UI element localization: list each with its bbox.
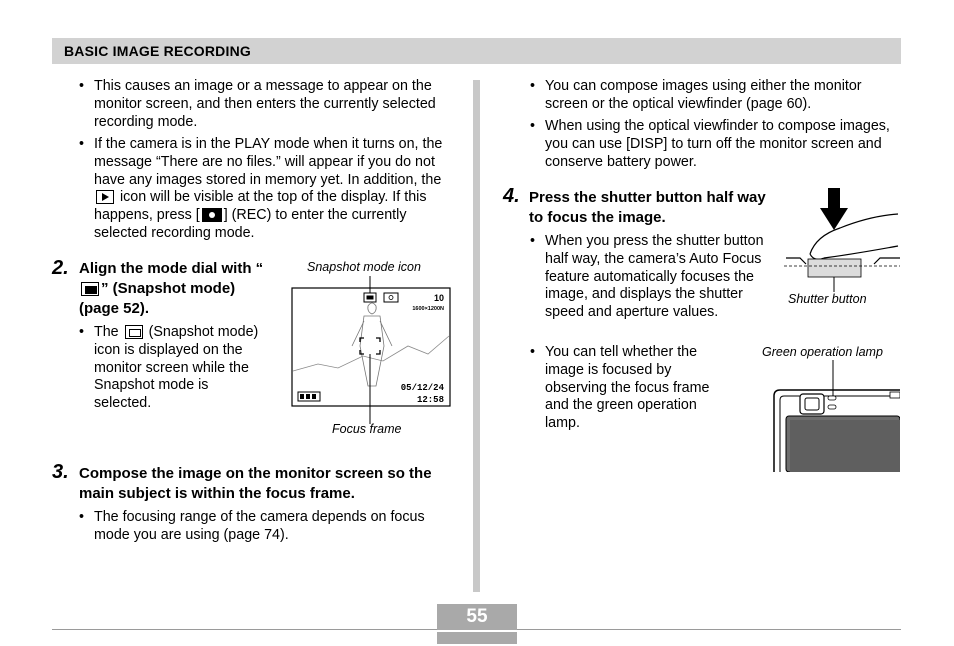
bullet-rec-mode: • This causes an image or a message to appear on the monitor screen, and then enters the currently selected recording mode. [94,78,444,131]
caption-snapshot-mode-icon: Snapshot mode icon [307,260,421,274]
screen-image-size: 1600×1200N [412,306,444,312]
snapshot-mode-icon [81,282,99,296]
step-3-number: 3. [52,461,69,483]
screen-shots: 10 [433,293,444,303]
caption-shutter-button: Shutter button [788,292,867,306]
step-4-number: 4. [503,185,520,207]
page-number: 55 [466,606,488,627]
bullet-green-lamp: • You can tell whether the image is focused by observing the focus frame and the green operation lamp. [545,344,735,433]
camera-icon [202,208,222,222]
bullet-compose-options: • You can compose images using either the monitor screen or the optical viewfinder (page 60). [545,78,890,114]
screen-time: 12:58 [416,395,444,405]
step-2-number: 2. [52,257,69,279]
monitor-screen-illustration [288,276,458,426]
step-2-title: Align the mode dial with “ ” (Snapshot mode) (page 52). [79,260,264,317]
screen-date: 05/12/24 [400,383,444,393]
snapshot-mode-icon-outline [125,325,143,339]
bullet-snapshot-icon: • The (Snapshot mode) icon is displayed on the monitor screen while the Snapshot mode is selected. [94,324,264,413]
play-icon [96,190,114,204]
down-arrow-icon [828,188,840,210]
caption-green-operation-lamp: Green operation lamp [762,345,883,359]
bullet-auto-focus: • When you press the shutter button half way, the camera’s Auto Focus feature automatically focuses the image, and displays the shutter speed and aperture values. [545,233,769,322]
bullet-disp: • When using the optical viewfinder to compose images, you can use [DISP] to turn off the monitor screen and conserve battery power. [545,118,890,171]
bullet-play-mode: • If the camera is in the PLAY mode when it turns on, the message “There are no files.” will appear if you do not have any images stored in memory yet. In addition, the icon will be visible at the top of the display. If this happens, press [ ] (REC) to enter the currently selected recording mode. [94,136,446,243]
column-divider [473,80,480,592]
shutter-press-illustration [784,186,900,292]
page-title: BASIC IMAGE RECORDING [64,43,251,59]
bullet-focus-range: • The focusing range of the camera depends on focus mode you are using (page 74). [94,509,454,545]
caption-focus-frame: Focus frame [332,422,402,436]
step-4-title: Press the shutter button half way to focus the image. [529,189,766,226]
camera-back-illustration [770,360,900,472]
step-3-title: Compose the image on the monitor screen so the main subject is within the focus frame. [79,465,432,502]
